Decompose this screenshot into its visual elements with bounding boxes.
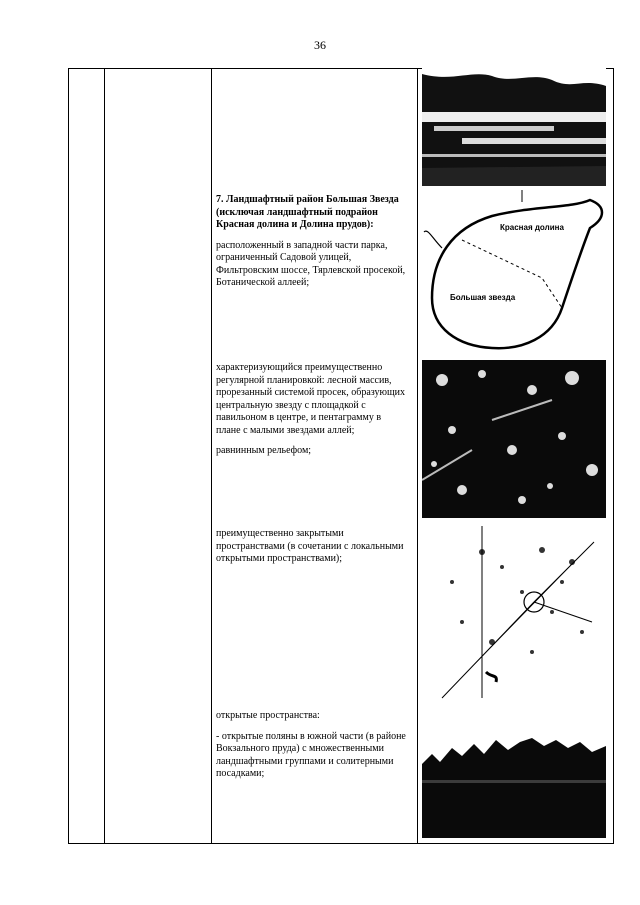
column-divider-3 — [417, 69, 418, 843]
forest-photo — [422, 734, 606, 838]
open-spaces-heading: открытые пространства: — [216, 710, 320, 721]
landscape-photo-1 — [422, 68, 606, 186]
aerial-photo — [422, 360, 606, 518]
section-7-location: расположенный в западной части парка, ограниченный Садовой улицей, Фильтровским шоссе, Тярлевской просекой, Ботанической аллеей; — [216, 239, 406, 288]
map-label-big-star: Большая звезда — [450, 293, 516, 302]
planning-text: характеризующийся преимущественно регулярной планировкой: лесной массив, прорезанный системой просек, образующих центральную звезду с площадкой с павильоном в центре, и пентаграмму в плане с малыми звездами аллей; — [216, 362, 406, 436]
plan-drawing — [422, 522, 606, 702]
section-7-title: 7. Ландшафтный район Большая Звезда (исключая ландшафтный подрайон Красная долина и Долина прудов): — [216, 194, 399, 230]
page-number: 36 — [314, 38, 326, 52]
district-map — [422, 188, 606, 356]
closed-spaces-text: преимущественно закрытыми пространствами (в сочетании с локальными открытыми пространствами); — [216, 528, 404, 564]
section-7-block — [216, 194, 406, 298]
open-spaces-block — [216, 710, 406, 789]
column-divider-1 — [104, 69, 105, 843]
closed-spaces-block — [216, 528, 406, 574]
open-spaces-item: - открытые поляны в южной части (в районе Вокзального пруда) с множественными ландшафтными группами и солитерными посадками; — [216, 730, 406, 779]
planning-block — [216, 362, 406, 466]
column-divider-2 — [211, 69, 212, 843]
relief-text: равнинным рельефом; — [216, 445, 312, 456]
map-label-red-valley: Красная долина — [500, 223, 564, 232]
